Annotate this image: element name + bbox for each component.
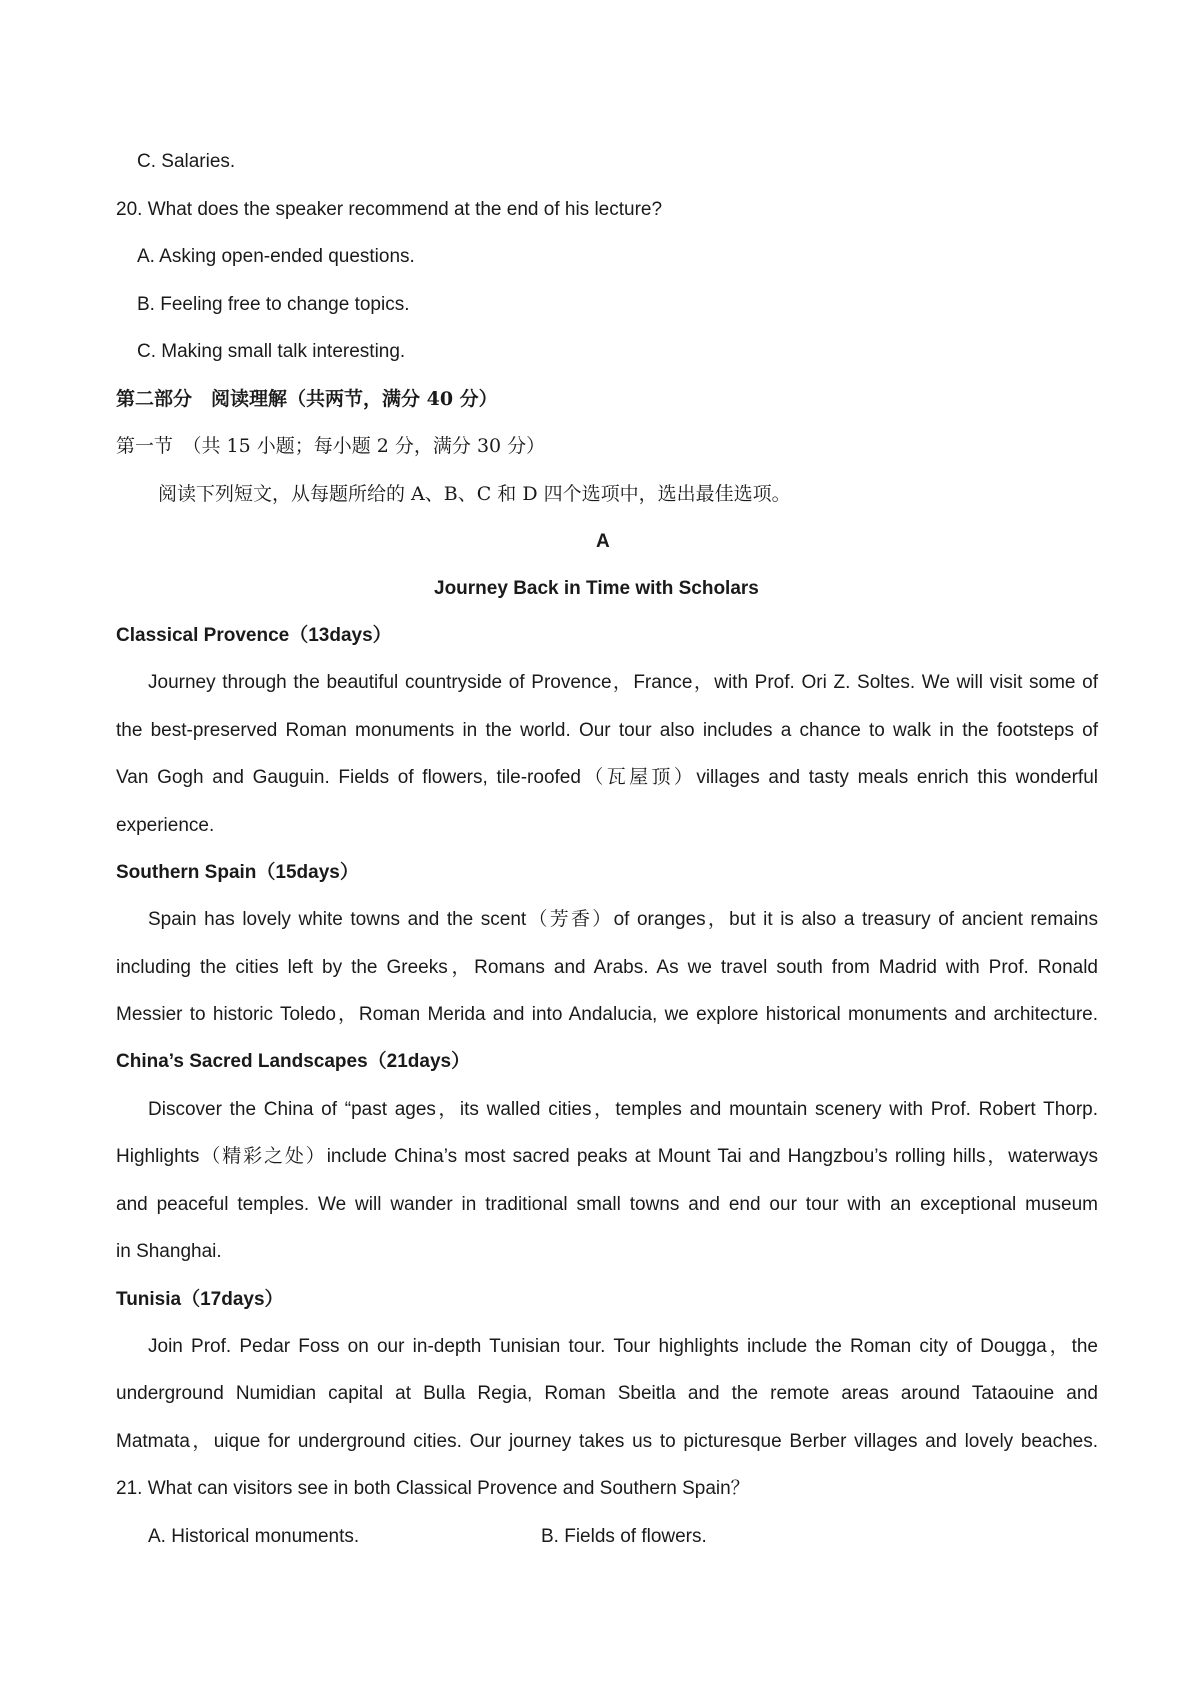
paragraph-line: Join Prof. Pedar Foss on our in-depth Tunisian tour. Tour highlights include the Roman city of Dougga，the	[148, 1336, 1098, 1357]
q20-option-b: B. Feeling free to change topics.	[137, 294, 410, 315]
tour-heading: Tunisia（17days）	[116, 1289, 284, 1310]
paragraph-line: Van Gogh and Gauguin. Fields of flowers, tile-roofed（瓦屋顶）villages and tasty meals enrich this wonderful	[116, 767, 1098, 788]
passage-label: A	[596, 531, 610, 552]
tour-heading: China’s Sacred Landscapes（21days）	[116, 1051, 471, 1072]
paragraph-line: the best-preserved Roman monuments in the world. Our tour also includes a chance to walk in the footsteps of	[116, 720, 1098, 741]
paragraph-line: in Shanghai.	[116, 1241, 222, 1262]
paragraph-line: Matmata，uique for underground cities. Our journey takes us to picturesque Berber villages and lovely beaches.	[116, 1431, 1098, 1452]
q21-stem: 21. What can visitors see in both Classical Provence and Southern Spain？	[116, 1478, 750, 1499]
paragraph-line: and peaceful temples. We will wander in traditional small towns and end our tour with an exceptional museum	[116, 1194, 1098, 1215]
paragraph-line: experience.	[116, 815, 215, 836]
part2-heading: 第二部分 阅读理解（共两节，满分 40 分）	[116, 388, 498, 410]
paragraph-line: underground Numidian capital at Bulla Regia, Roman Sbeitla and the remote areas around Tataouine and	[116, 1383, 1098, 1404]
instruction: 阅读下列短文，从每题所给的 A、B、C 和 D 四个选项中，选出最佳选项。	[158, 483, 791, 505]
q19-option-c: C. Salaries.	[137, 151, 236, 172]
passage-title: Journey Back in Time with Scholars	[434, 578, 759, 599]
q20-stem: 20. What does the speaker recommend at the end of his lecture?	[116, 199, 663, 220]
q20-option-c: C. Making small talk interesting.	[137, 341, 406, 362]
section1-heading: 第一节 （共 15 小题；每小题 2 分，满分 30 分）	[116, 435, 546, 457]
paragraph-line: Journey through the beautiful countryside of Provence，France，with Prof. Ori Z. Soltes. We will visit some of	[148, 672, 1098, 693]
paragraph-line: Discover the China of “past ages，its walled cities，temples and mountain scenery with Prof. Robert Thorp.	[148, 1099, 1098, 1120]
paragraph-line: including the cities left by the Greeks，Romans and Arabs. As we travel south from Madrid with Prof. Ronald	[116, 957, 1098, 978]
paragraph-line: Spain has lovely white towns and the scent（芳香）of oranges，but it is also a treasury of ancient remains	[148, 909, 1098, 930]
paragraph-line: Highlights（精彩之处）include China’s most sacred peaks at Mount Tai and Hangzbou’s rolling hills，waterways	[116, 1146, 1098, 1167]
paragraph-line: Messier to historic Toledo，Roman Merida and into Andalucia, we explore historical monuments and architecture.	[116, 1004, 1098, 1025]
q21-option-b: B. Fields of flowers.	[541, 1526, 707, 1547]
q21-option-a: A. Historical monuments.	[148, 1526, 360, 1547]
tour-heading: Classical Provence（13days）	[116, 625, 392, 646]
tour-heading: Southern Spain（15days）	[116, 862, 359, 883]
q20-option-a: A. Asking open-ended questions.	[137, 246, 415, 267]
